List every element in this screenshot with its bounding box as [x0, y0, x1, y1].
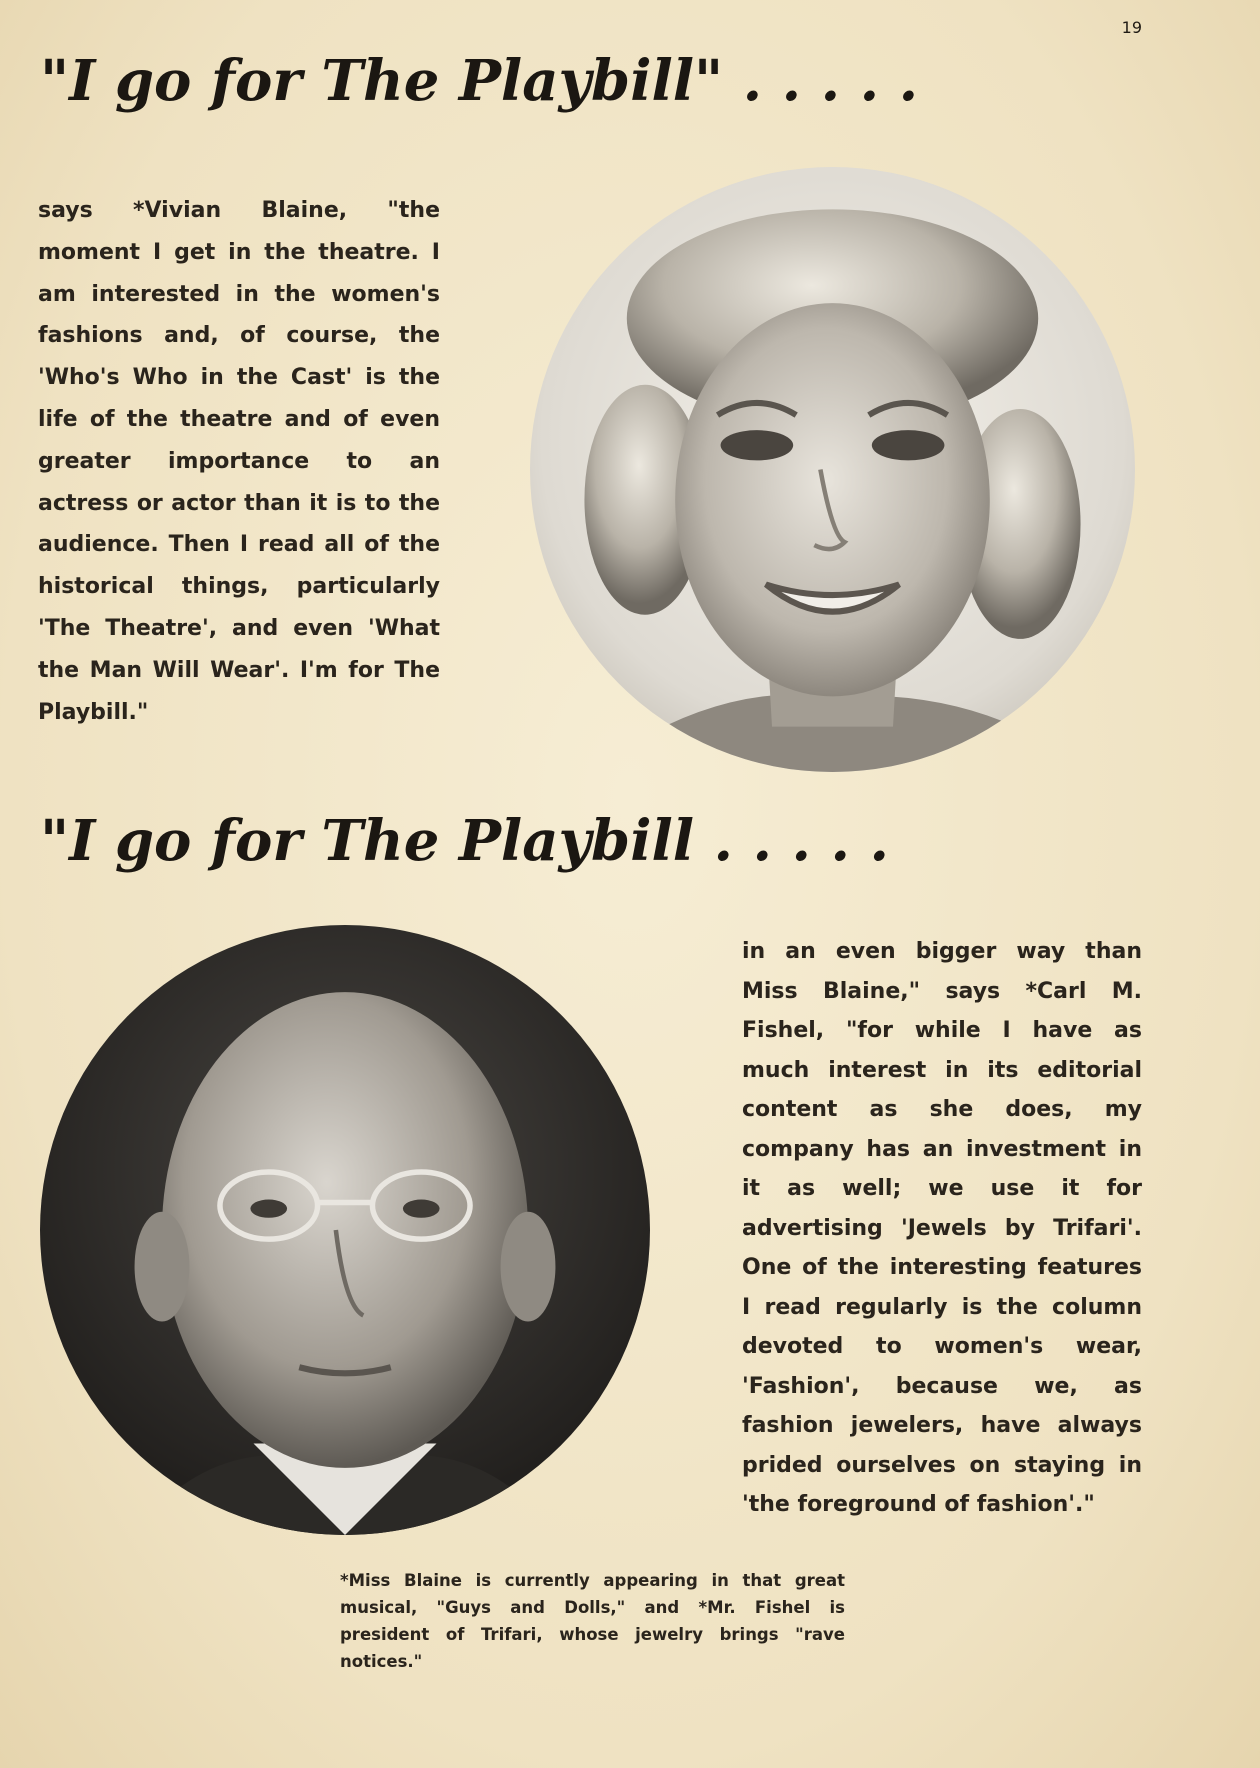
portrait-vivian-blaine: [530, 167, 1135, 772]
quote-carl-fishel: in an even bigger way than Miss Blaine," says *Carl M. Fishel, "for while I have as much interest in its editorial content as she does, my company has an investment in it as well; we use it for advertising 'Jewels by Trifari'. One of the interesting features I read regularly is the column devoted to women's wear, 'Fashion', because we, as fashion jewelers, have always prided ourselves on staying in 'the foreground of fashion'.": [742, 939, 1142, 1517]
footnote: *Miss Blaine is currently appearing in that great musical, "Guys and Dolls," and *Mr. Fishel is president of Trifari, whose jewelry brings "rave notices.": [340, 1571, 845, 1671]
page-number: 19: [1121, 18, 1142, 37]
quote-vivian-blaine: says *Vivian Blaine, "the moment I get in the theatre. I am interested in the women's fashions and, of course, the 'Who's Who in the Cast' is the life of the theatre and of even greater importance to an actress or actor than it is to the audience. Then I read all of the historical things, particularly 'The Theatre', and even 'What the Man Will Wear'. I'm for The Playbill.": [38, 198, 440, 725]
portrait-carl-fishel: [40, 925, 650, 1535]
headline-vivian-blaine: "I go for The Playbill" . . . . .: [40, 48, 919, 114]
headline-carl-fishel: "I go for The Playbill . . . . .: [40, 808, 889, 874]
